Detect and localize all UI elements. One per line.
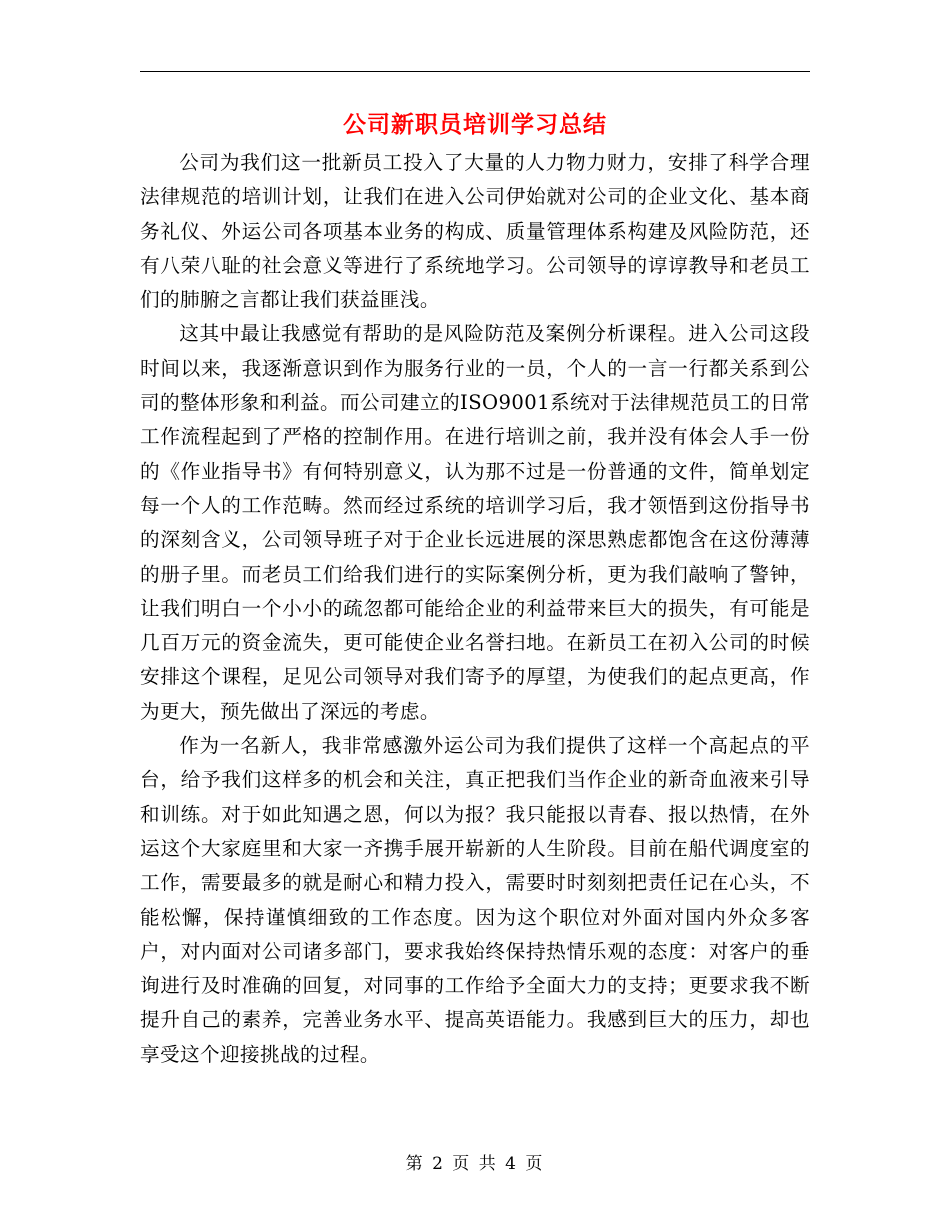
document-title: 公司新职员培训学习总结 — [343, 111, 607, 138]
document-body — [140, 146, 810, 1072]
paragraph-1: 公司为我们这一批新员工投入了大量的人力物力财力，安排了科学合理法律规范的培训计划，让我们在进入公司伊始就对公司的企业文化、基本商务礼仪、外运公司各项基本业务的构成、质量管理体系构建及风险防范，还有八荣八耻的社会意义等进行了系统地学习。公司领导的谆谆教导和老员工们的肺腑之言都让我们获益匪浅。 — [140, 151, 810, 312]
paragraph-3: 作为一名新人，我非常感激外运公司为我们提供了这样一个高起点的平台，给予我们这样多的机会和关注，真正把我们当作企业的新奇血液来引导和训练。对于如此知遇之恩，何以为报？我只能报以青春、报以热情，在外运这个大家庭里和大家一齐携手展开崭新的人生阶段。目前在船代调度室的工作，需要最多的就是耐心和精力投入，需要时时刻刻把责任记在心头，不能松懈，保持谨慎细致的工作态度。因为这个职位对外面对国内外众多客户，对内面对公司诸多部门，要求我始终保持热情乐观的态度：对客户的垂询进行及时准确的回复，对同事的工作给予全面大力的支持；更要求我不断提升自己的素养，完善业务水平、提高英语能力。我感到巨大的压力，却也享受这个迎接挑战的过程。 — [140, 734, 810, 1066]
paragraph-2: 这其中最让我感觉有帮助的是风险防范及案例分析课程。进入公司这段时间以来，我逐渐意识到作为服务行业的一员，个人的一言一行都关系到公司的整体形象和利益。而公司建立的ISO9001系统对于法律规范员工的日常工作流程起到了严格的控制作用。在进行培训之前，我并没有体会人手一份的《作业指导书》有何特别意义，认为那不过是一份普通的文件，简单划定每一个人的工作范畴。然而经过系统的培训学习后，我才领悟到这份指导书的深刻含义，公司领导班子对于企业长远进展的深思熟虑都饱含在这份薄薄的册子里。而老员工们给我们进行的实际案例分析，更为我们敲响了警钟，让我们明白一个小小的疏忽都可能给企业的利益带来巨大的损失，有可能是几百万元的资金流失，更可能使企业名誉扫地。在新员工在初入公司的时候安排这个课程，足见公司领导对我们寄予的厚望，为使我们的起点更高，作为更大，预先做出了深远的考虑。 — [140, 322, 810, 723]
page-number-footer: 第 2 页 共 4 页 — [405, 1154, 545, 1174]
header-rule — [140, 71, 810, 72]
